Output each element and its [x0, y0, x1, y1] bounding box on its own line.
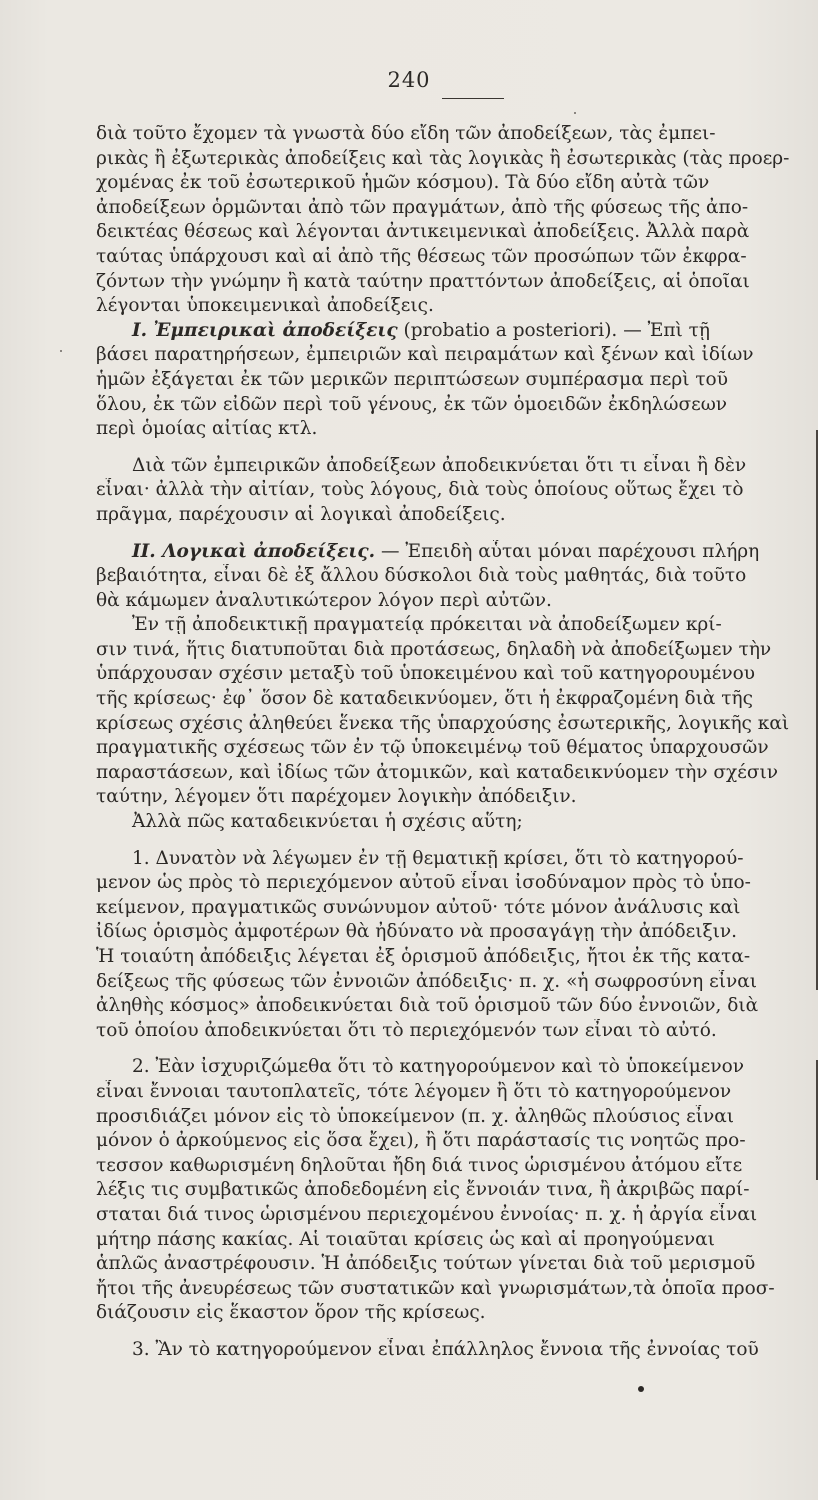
heading-label: II. Λογικαὶ ἀποδείξεις. — [132, 540, 376, 562]
text-line: τῆς κρίσεως· ἐφ᾽ ὅσον δὲ καταδεικνύομεν, ὅτι ἡ ἐκφραζομένη διὰ τῆς — [96, 688, 753, 710]
section-heading-empirical — [96, 319, 818, 344]
text-line: προσιδιάζει μόνον εἰς τὸ ὑποκείμενον (π. χ. ἀληθῶς πλούσιος εἶναι — [96, 1105, 734, 1127]
text-line: σταται διά τινος ὡρισμένου περιεχομένου ἐννοίας· π. χ. ἡ ἀργία εἶναι — [96, 1203, 758, 1225]
text-line: μόνον ὁ ἀρκούμενος εἰς ὅσα ἔχει), ἢ ὅτι παράστασίς τις νοητῶς προ- — [96, 1130, 746, 1152]
text-line: λέγονται ὑποκειμενικαὶ ἀποδείξεις. — [96, 295, 434, 317]
text-line: βεβαιότητα, εἶναι δὲ ἐξ ἄλλου δύσκολοι διὰ τοὺς μαθητάς, διὰ τοῦτο — [96, 565, 747, 587]
text-line: 2. Ἐὰν ἰσχυριζώμεθα ὅτι τὸ κατηγορούμενον καὶ τὸ ὑποκείμενον — [132, 1056, 744, 1078]
ink-speck — [574, 112, 576, 114]
text-line: ὅλου, ἐκ τῶν εἰδῶν περὶ τοῦ γένους, ἐκ τῶν ὁμοειδῶν ἐκδηλώσεων — [96, 393, 728, 415]
text-line: θὰ κάμωμεν ἀναλυτικώτερον λόγον περὶ αὐτῶν. — [96, 589, 552, 611]
text-line: διάζουσιν εἰς ἕκαστον ὅρον τῆς κρίσεως. — [96, 1302, 486, 1324]
text-line: δεικτέας θέσεως καὶ λέγονται ἀντικειμενικαὶ ἀποδείξεις. Ἀλλὰ παρὰ — [96, 221, 750, 243]
text-line: Ἐν τῇ ἀποδεικτικῇ πραγματείᾳ πρόκειται νὰ ἀποδείξωμεν κρί- — [132, 614, 722, 636]
text-line: χομένας ἐκ τοῦ ἐσωτερικοῦ ἡμῶν κόσμου). Τὰ δύο εἴδη αὐτὰ τῶν — [96, 172, 710, 194]
heading-label: I. Ἐμπειρικαὶ ἀποδείξεις — [132, 319, 398, 341]
text-line: δείξεως τῆς φύσεως τῶν ἐννοιῶν ἀπόδειξις· π. χ. «ἡ σωφροσύνη εἶναι — [96, 970, 757, 992]
text-line: ταύτας ὑπάρχουσι καὶ αἱ ἀπὸ τῆς θέσεως τῶν προσώπων τῶν ἐκφρα- — [96, 245, 747, 267]
text-line: εἶναι· ἀλλὰ τὴν αἰτίαν, τοὺς λόγους, διὰ τοὺς ὁποίους οὕτως ἔχει τὸ — [96, 479, 744, 501]
text-line: τοῦ ὁποίου ἀποδεικνύεται ὅτι τὸ περιεχόμενόν των εἶναι τὸ αὐτό. — [96, 1019, 717, 1041]
body-text — [96, 122, 818, 1363]
text-line: λέξις τις συμβατικῶς ἀποδεδομένη εἰς ἔννοιάν τινα, ἢ ἀκριβῶς παρί- — [96, 1179, 750, 1201]
text-line: ἀληθὴς κόσμος» ἀποδεικνύεται διὰ τοῦ ὁρισμοῦ τῶν δύο ἐννοιῶν, διὰ — [96, 995, 759, 1017]
text-line: ἁπλῶς ἀναστρέφουσιν. Ἡ ἀπόδειξις τούτων γίνεται διὰ τοῦ μερισμοῦ — [96, 1253, 756, 1275]
text-line: κείμενον, πραγματικῶς συνώνυμον αὐτοῦ· τότε μόνον ἀνάλυσις καὶ — [96, 896, 741, 918]
text-line: Ἡ τοιαύτη ἀπόδειξις λέγεται ἐξ ὁρισμοῦ ἀπόδειξις, ἤτοι ἐκ τῆς κατα- — [96, 946, 751, 967]
text-line: βάσει παρατηρήσεων, ἐμπειριῶν καὶ πειραμάτων καὶ ξένων καὶ ἰδίων — [96, 344, 754, 366]
text-line: ὑπάρχουσαν σχέσιν μεταξὺ τοῦ ὑποκειμένου καὶ τοῦ κατηγορουμένου — [96, 663, 756, 685]
text-line: διὰ τοῦτο ἔχομεν τὰ γνωστὰ δύο εἴδη τῶν ἀποδείξεων, τὰς ἐμπει- — [96, 123, 716, 144]
text-line: πραγματικῆς σχέσεως τῶν ἐν τῷ ὑποκειμένῳ τοῦ θέματος ὑπαρχουσῶν — [96, 737, 769, 759]
text-line: Διὰ τῶν ἐμπειρικῶν ἀποδείξεων ἀποδεικνύεται ὅτι τι εἶναι ἢ δὲν — [132, 454, 747, 476]
text-line: 1. Δυνατὸν νὰ λέγωμεν ἐν τῇ θεματικῇ κρίσει, ὅτι τὸ κατηγορού- — [132, 847, 744, 869]
text-line: Ἀλλὰ πῶς καταδεικνύεται ἡ σχέσις αὕτη; — [132, 811, 523, 833]
text-line: 3. Ἂν τὸ κατηγορούμενον εἶναι ἐπάλληλος ἔννοια τῆς ἐννοίας τοῦ — [132, 1338, 759, 1360]
text-line: μήτηρ πάσης κακίας. Αἱ τοιαῦται κρίσεις ὡς καὶ αἱ προηγούμεναι — [96, 1228, 715, 1250]
section-heading-logical — [96, 540, 818, 565]
text-line: ἀποδείξεων ὁρμῶνται ἀπὸ τῶν πραγμάτων, ἀπὸ τῆς φύσεως τῆς ἀπο- — [96, 196, 749, 218]
page-number: 240 — [387, 68, 431, 92]
text-line: τεσσον καθωρισμένη δηλοῦται ἤδη διά τινος ὡρισμένου ἀτόμου εἴτε — [96, 1154, 743, 1176]
ink-dot — [638, 1386, 644, 1392]
heading-rest: — Ἐπειδὴ αὗται μόναι παρέχουσι πλήρη — [375, 540, 760, 562]
text-line: ρικὰς ἢ ἐξωτερικὰς ἀποδείξεις καὶ τὰς λογικὰς ἢ ἐσωτερικὰς (τὰς προερ- — [96, 147, 790, 169]
text-line: ἰδίως ὁρισμὸς ἀμφοτέρων θὰ ἠδύνατο νὰ προσαγάγῃ τὴν ἀπόδειξιν. — [96, 921, 738, 943]
heading-rest: (probatio a posteriori). — Ἐπὶ τῇ — [397, 319, 710, 341]
text-line: περὶ ὁμοίας αἰτίας κτλ. — [96, 418, 318, 440]
ink-speck — [60, 350, 62, 352]
text-line: ζόντων τὴν γνώμην ἢ κατὰ ταύτην πραττόντων ἀποδείξεις, αἱ ὁποῖαι — [96, 270, 750, 292]
page-number-rule — [442, 98, 504, 99]
text-line: ἤτοι τῆς ἀνευρέσεως τῶν συστατικῶν καὶ γνωρισμάτων,τὰ ὁποῖα προσ- — [96, 1277, 775, 1299]
text-line: παραστάσεων, καὶ ἰδίως τῶν ἀτομικῶν, καὶ καταδεικνύομεν τὴν σχέσιν — [96, 761, 778, 783]
text-line: σιν τινά, ἥτις διατυποῦται διὰ προτάσεως, δηλαδὴ νὰ ἀποδείξωμεν τὴν — [96, 638, 772, 660]
text-line: εἶναι ἔννοιαι ταυτοπλατεῖς, τότε λέγομεν ἢ ὅτι τὸ κατηγορούμενον — [96, 1080, 732, 1102]
text-line: μενον ὡς πρὸς τὸ περιεχόμενον αὐτοῦ εἶναι ἰσοδύναμον πρὸς τὸ ὑπο- — [96, 872, 751, 894]
text-line: ταύτην, λέγομεν ὅτι παρέχομεν λογικὴν ἀπόδειξιν. — [96, 786, 577, 808]
text-line: ἡμῶν ἐξάγεται ἐκ τῶν μερικῶν περιπτώσεων συμπέρασμα περὶ τοῦ — [96, 368, 728, 390]
text-line: κρίσεως σχέσις ἀληθεύει ἕνεκα τῆς ὑπαρχούσης ἐσωτερικῆς, λογικῆς καὶ — [96, 712, 790, 734]
text-line: πρᾶγμα, παρέχουσιν αἱ λογικαὶ ἀποδείξεις. — [96, 503, 506, 525]
